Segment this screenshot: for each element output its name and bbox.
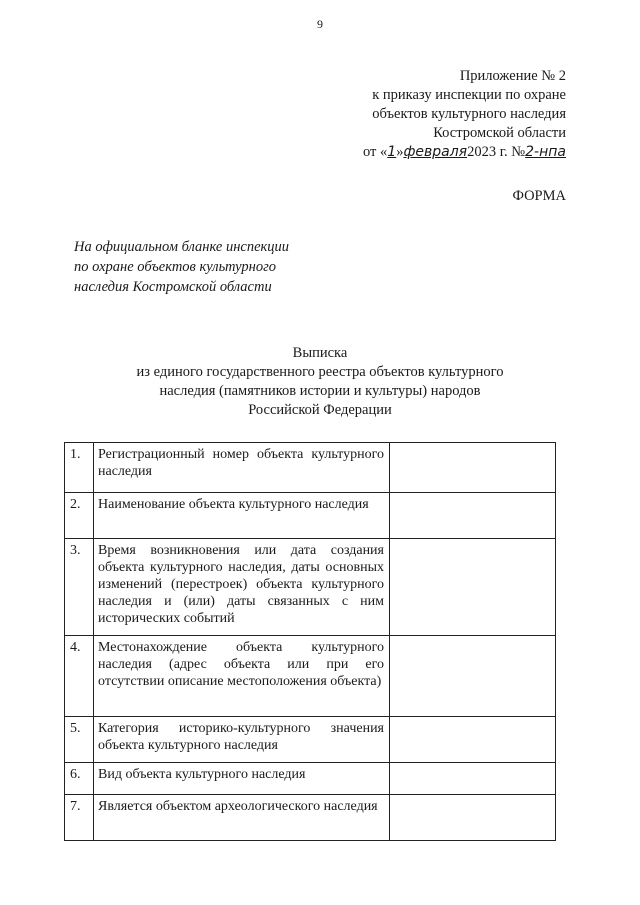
table-row: [65, 717, 556, 763]
appendix-line-1: Приложение № 2: [459, 68, 566, 84]
blank-note-line-2: по охране объектов культурного: [74, 259, 276, 275]
blank-note-line-1: На официальном бланке инспекции: [74, 239, 290, 255]
heading-line-2: из единого государственного реестра объектов культурного: [136, 364, 504, 380]
table-row: [65, 443, 556, 493]
row-value[interactable]: [390, 539, 556, 636]
row-label: Местонахождение объекта культурного наследия (адрес объекта или при его отсутствии описание местоположения объекта): [94, 636, 390, 717]
table-row: [65, 539, 556, 636]
row-value[interactable]: [390, 636, 556, 717]
date-mid: »: [396, 144, 404, 160]
forma-label: ФОРМА: [512, 188, 566, 204]
handwritten-day: 1: [387, 144, 397, 160]
row-number: 7.: [65, 795, 94, 841]
row-label: Вид объекта культурного наследия: [94, 763, 390, 795]
table-row: [65, 795, 556, 841]
row-number: 2.: [65, 493, 94, 539]
row-number: 4.: [65, 636, 94, 717]
appendix-block: [363, 67, 566, 162]
appendix-line-3: объектов культурного наследия: [372, 106, 566, 122]
date-prefix: от «: [362, 144, 388, 160]
row-label: Время возникновения или дата создания объекта культурного наследия, даты основных изменений (перестроек) объекта культурного наследия и (или) даты связанных с ним исторических событий: [94, 539, 390, 636]
handwritten-order-number: 2-нпа: [525, 144, 566, 160]
table-row: [65, 763, 556, 795]
row-label: Категория историко-культурного значения объекта культурного наследия: [94, 717, 390, 763]
blank-note: [74, 237, 289, 297]
heading-line-1: Выписка: [292, 345, 348, 361]
row-number: 3.: [65, 539, 94, 636]
heading-line-3: наследия (памятников истории и культуры) народов: [159, 383, 481, 399]
row-number: 6.: [65, 763, 94, 795]
table-row: [65, 636, 556, 717]
blank-note-line-3: наследия Костромской области: [74, 279, 272, 295]
row-value[interactable]: [390, 493, 556, 539]
row-number: 1.: [65, 443, 94, 493]
document-heading: [70, 344, 570, 420]
row-label: Регистрационный номер объекта культурного наследия: [94, 443, 390, 493]
registry-form-table: [64, 442, 556, 841]
row-value[interactable]: [390, 717, 556, 763]
row-number: 5.: [65, 717, 94, 763]
row-value[interactable]: [390, 763, 556, 795]
row-value[interactable]: [390, 443, 556, 493]
table-row: [65, 493, 556, 539]
appendix-line-2: к приказу инспекции по охране: [372, 87, 566, 103]
appendix-date-line: [363, 143, 566, 162]
appendix-line-4: Костромской области: [433, 125, 566, 141]
row-value[interactable]: [390, 795, 556, 841]
row-label: Является объектом археологического наследия: [94, 795, 390, 841]
heading-line-4: Российской Федерации: [248, 402, 392, 418]
year-text: 2023 г. №: [467, 144, 526, 160]
row-label: Наименование объекта культурного наследия: [94, 493, 390, 539]
page-number: 9: [317, 17, 323, 31]
handwritten-month: февраля: [403, 144, 468, 160]
